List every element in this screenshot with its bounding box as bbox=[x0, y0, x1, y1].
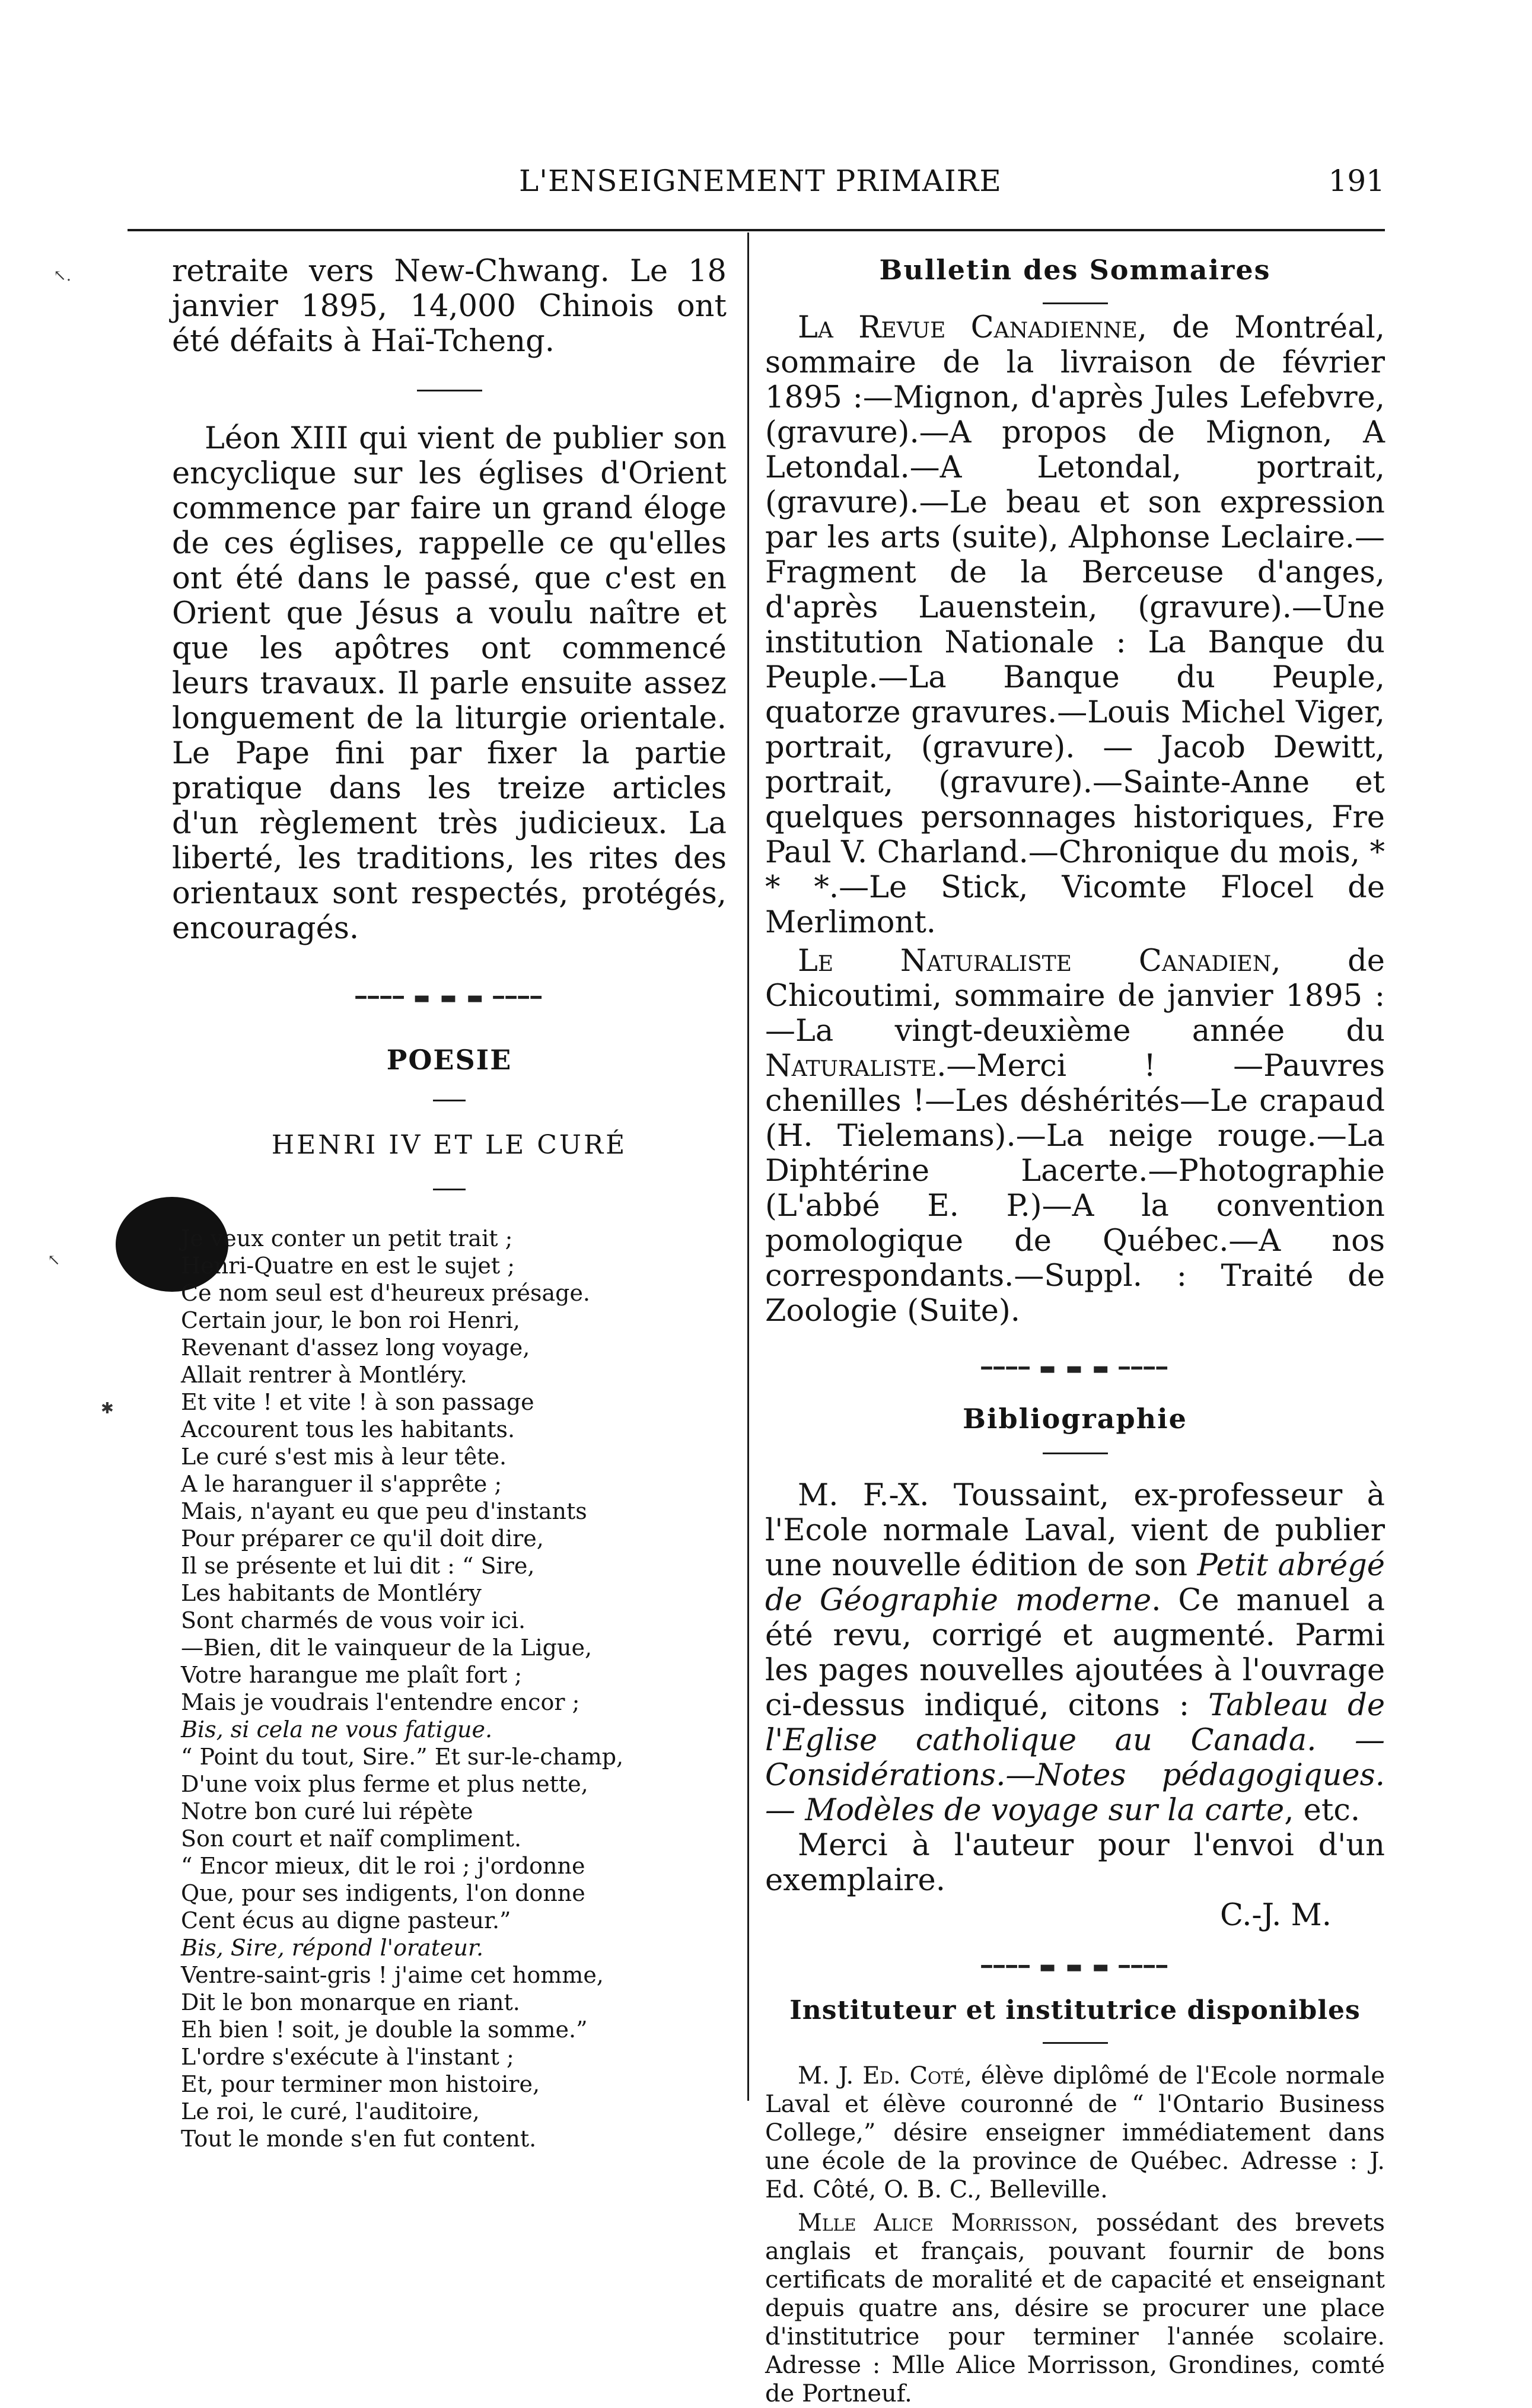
naturaliste-summary bbox=[765, 944, 1385, 1329]
poem-line: A le haranguer il s'apprête ; bbox=[181, 1471, 502, 1497]
added-chapters: Tableau de l'Eglise catholique au Canada. —Considérations.—Notes pédagogiques. — Modèles de voyage sur la carte bbox=[765, 1688, 1386, 1828]
poem-line: Mais, n'ayant eu que peu d'instants bbox=[181, 1498, 587, 1524]
revue-name: La Revue Canadienne bbox=[798, 310, 1138, 345]
poem-line: —Bien, dit le vainqueur de la Ligue, bbox=[181, 1635, 593, 1661]
poem-line: Que, pour ses indigents, l'on donne bbox=[181, 1880, 585, 1906]
page-header bbox=[128, 164, 1385, 199]
poem-line: Il se présente et lui dit : “ Sire, bbox=[181, 1553, 535, 1579]
revue-canadienne-summary bbox=[765, 310, 1385, 940]
bibliography-heading: Bibliographie bbox=[963, 1403, 1187, 1435]
book-title: Petit abrégé de Géographie moderne bbox=[765, 1548, 1385, 1618]
bibliography-thanks: Merci à l'auteur pour l'envoi d'un exemplaire. bbox=[765, 1828, 1385, 1898]
poem-line: Sont charmés de vous voir ici. bbox=[181, 1607, 526, 1633]
signature: C.-J. M. bbox=[1220, 1898, 1332, 1933]
ornament-divider bbox=[765, 1957, 1385, 1977]
poem-line: Bis, Sire, répond l'orateur. bbox=[181, 1935, 484, 1961]
revue-text: , de Montréal, sommaire de la livraison de février 1895 :—Mignon, d'après Jules Lefebvre, (gravure).—A propos de Mignon, A Letondal.—A Letondal, portrait, (gravure).—Le beau et son expression par les arts (suite), Alphonse Leclaire.—Fragment de la Berceuse d'anges, d'après Lauenstein, (gravure).—Une institution Nationale : La Banque du Peuple.—La Banque du Peuple, quatorze gravures.—Louis Michel Viger, portrait, (gravure). — Jacob Dewitt, portrait, (gravure).—Sainte-Anne et quelques personnages historiques, Fre Paul V. Charland.—Chronique du mois, * * *.—Le Stick, Vicomte Flocel de Merlimont. bbox=[765, 310, 1385, 940]
teacher-notice-morrisson bbox=[765, 2209, 1385, 2408]
poetry-heading: POESIE bbox=[386, 1044, 512, 1076]
naturaliste-text: , de Chicoutimi, sommaire de janvier 1895 :—La vingt-deuxième année du bbox=[765, 944, 1385, 1049]
poem-line: Cent écus au digne pasteur.” bbox=[181, 1907, 511, 1934]
left-column bbox=[172, 254, 727, 2152]
running-title: L'ENSEIGNEMENT PRIMAIRE bbox=[519, 164, 1002, 198]
margin-mark: ✱ bbox=[101, 1400, 114, 1418]
bibliography-paragraph bbox=[765, 1478, 1385, 1828]
bulletin-heading: Bulletin des Sommaires bbox=[879, 254, 1271, 286]
naturaliste-name: Le Naturaliste Canadien bbox=[798, 944, 1272, 979]
poem-line: Accourent tous les habitants. bbox=[181, 1416, 515, 1442]
biblio-text-cont: . Ce manuel a été revu, corrigé et augmenté. Parmi les pages nouvelles ajoutées à l'ouvrage ci-dessus indiqué, citons : bbox=[765, 1583, 1385, 1723]
poem-line: Le curé s'est mis à leur tête. bbox=[181, 1444, 507, 1470]
poem-line: Et vite ! et vite ! à son passage bbox=[181, 1389, 534, 1415]
biblio-etc: , etc. bbox=[1284, 1793, 1361, 1828]
poem-line: Ce nom seul est d'heureux présage. bbox=[181, 1280, 591, 1306]
column-divider bbox=[747, 232, 749, 2101]
poem-line: Eh bien ! soit, je double la somme.” bbox=[181, 2017, 588, 2043]
poem bbox=[172, 1225, 727, 2152]
poem-line: Bis, si cela ne vous fatigue. bbox=[181, 1716, 493, 1743]
teacher-notice-cote bbox=[765, 2062, 1385, 2204]
poem-line: Les habitants de Montléry bbox=[181, 1580, 482, 1606]
margin-mark: ↖. bbox=[53, 267, 72, 285]
teacher-text: , possédant des brevets anglais et français, pouvant fournir de bons certificats de moralité et de capacité et enseignant depuis quatre ans, désire se procurer une place d'institutrice pour terminer l'année scolaire. Adresse : Mlle Alice Morrisson, Grondines, comté de Portneuf. bbox=[765, 2209, 1385, 2407]
poem-line: Tout le monde s'en fut content. bbox=[181, 2126, 537, 2152]
poem-line: Notre bon curé lui répète bbox=[181, 1798, 473, 1824]
page-number: 191 bbox=[1328, 164, 1385, 198]
poem-title: HENRI IV ET LE CURÉ bbox=[271, 1130, 628, 1160]
poem-line: Et, pour terminer mon histoire, bbox=[181, 2071, 540, 2097]
poem-line: Je veux conter un petit trait ; bbox=[181, 1225, 513, 1251]
poem-line: Allait rentrer à Montléry. bbox=[181, 1362, 467, 1388]
ornament-divider bbox=[172, 988, 727, 1008]
margin-mark: ↖ bbox=[47, 1251, 60, 1269]
poem-line: Le roi, le curé, l'auditoire, bbox=[181, 2098, 480, 2124]
ornament-divider bbox=[765, 1358, 1385, 1379]
teacher-name: Mlle Alice Morrisson bbox=[798, 2209, 1072, 2237]
poem-line: Dit le bon monarque en riant. bbox=[181, 1989, 520, 2015]
poem-line: D'une voix plus ferme et plus nette, bbox=[181, 1771, 588, 1797]
poem-line: “ Point du tout, Sire.” Et sur-le-champ, bbox=[181, 1744, 624, 1770]
naturaliste-text-cont: .—Merci ! —Pauvres chenilles !—Les déshérités—Le crapaud (H. Tielemans).—La neige rouge.—La Diphtérine Lacerte.—Photographie (L'abbé E. P.)—A la convention pomologique de Québec.—A nos correspondants.—Suppl. : Traité de Zoologie (Suite). bbox=[765, 1049, 1385, 1329]
poem-line: Son court et naïf compliment. bbox=[181, 1826, 522, 1852]
teacher-text: , élève diplômé de l'Ecole normale Laval et élève couronné de “ l'Ontario Business College,” désire enseigner immédiatement dans une école de la province de Québec. Adresse : J. Ed. Côté, O. B. C., Belleville. bbox=[765, 2062, 1385, 2203]
right-column bbox=[765, 254, 1385, 2408]
poem-line: Ventre-saint-gris ! j'aime cet homme, bbox=[181, 1962, 604, 1988]
poem-line: “ Encor mieux, dit le roi ; j'ordonne bbox=[181, 1853, 585, 1879]
poem-line: Henri-Quatre en est le sujet ; bbox=[181, 1253, 515, 1279]
poem-line: Certain jour, le bon roi Henri, bbox=[181, 1307, 520, 1333]
news-paragraph: retraite vers New-Chwang. Le 18 janvier 1895, 14,000 Chinois ont été défaits à Haï-Tcheng. bbox=[172, 254, 727, 359]
teachers-heading: Instituteur et institutrice disponibles bbox=[789, 1995, 1361, 2025]
teacher-name: M. J. Ed. Coté bbox=[798, 2062, 965, 2090]
poem-line: Mais je voudrais l'entendre encor ; bbox=[181, 1689, 580, 1715]
poem-line: Pour préparer ce qu'il doit dire, bbox=[181, 1525, 544, 1552]
biblio-text: M. F.-X. Toussaint, ex-professeur à l'Ecole normale Laval, vient de publier une nouvelle édition de son bbox=[765, 1478, 1385, 1583]
encyclical-paragraph: Léon XIII qui vient de publier son encyclique sur les églises d'Orient commence par faire un grand éloge de ces églises, rappelle ce qu'elles ont été dans le passé, que c'est en Orient que Jésus a voulu naître et que les apôtres ont commencé leurs travaux. Il parle ensuite assez longuement de la liturgie orientale. Le Pape fini par fixer la partie pratique dans les treize articles d'un règlement très judicieux. La liberté, les traditions, les rites des orientaux sont respectés, protégés, encouragés. bbox=[172, 421, 727, 946]
poem-line: Votre harangue me plaît fort ; bbox=[181, 1662, 523, 1688]
naturaliste-inline-name: Naturaliste bbox=[765, 1049, 937, 1084]
poem-line: L'ordre s'exécute à l'instant ; bbox=[181, 2044, 514, 2070]
poem-line: Revenant d'assez long voyage, bbox=[181, 1334, 530, 1361]
header-rule bbox=[128, 229, 1385, 231]
